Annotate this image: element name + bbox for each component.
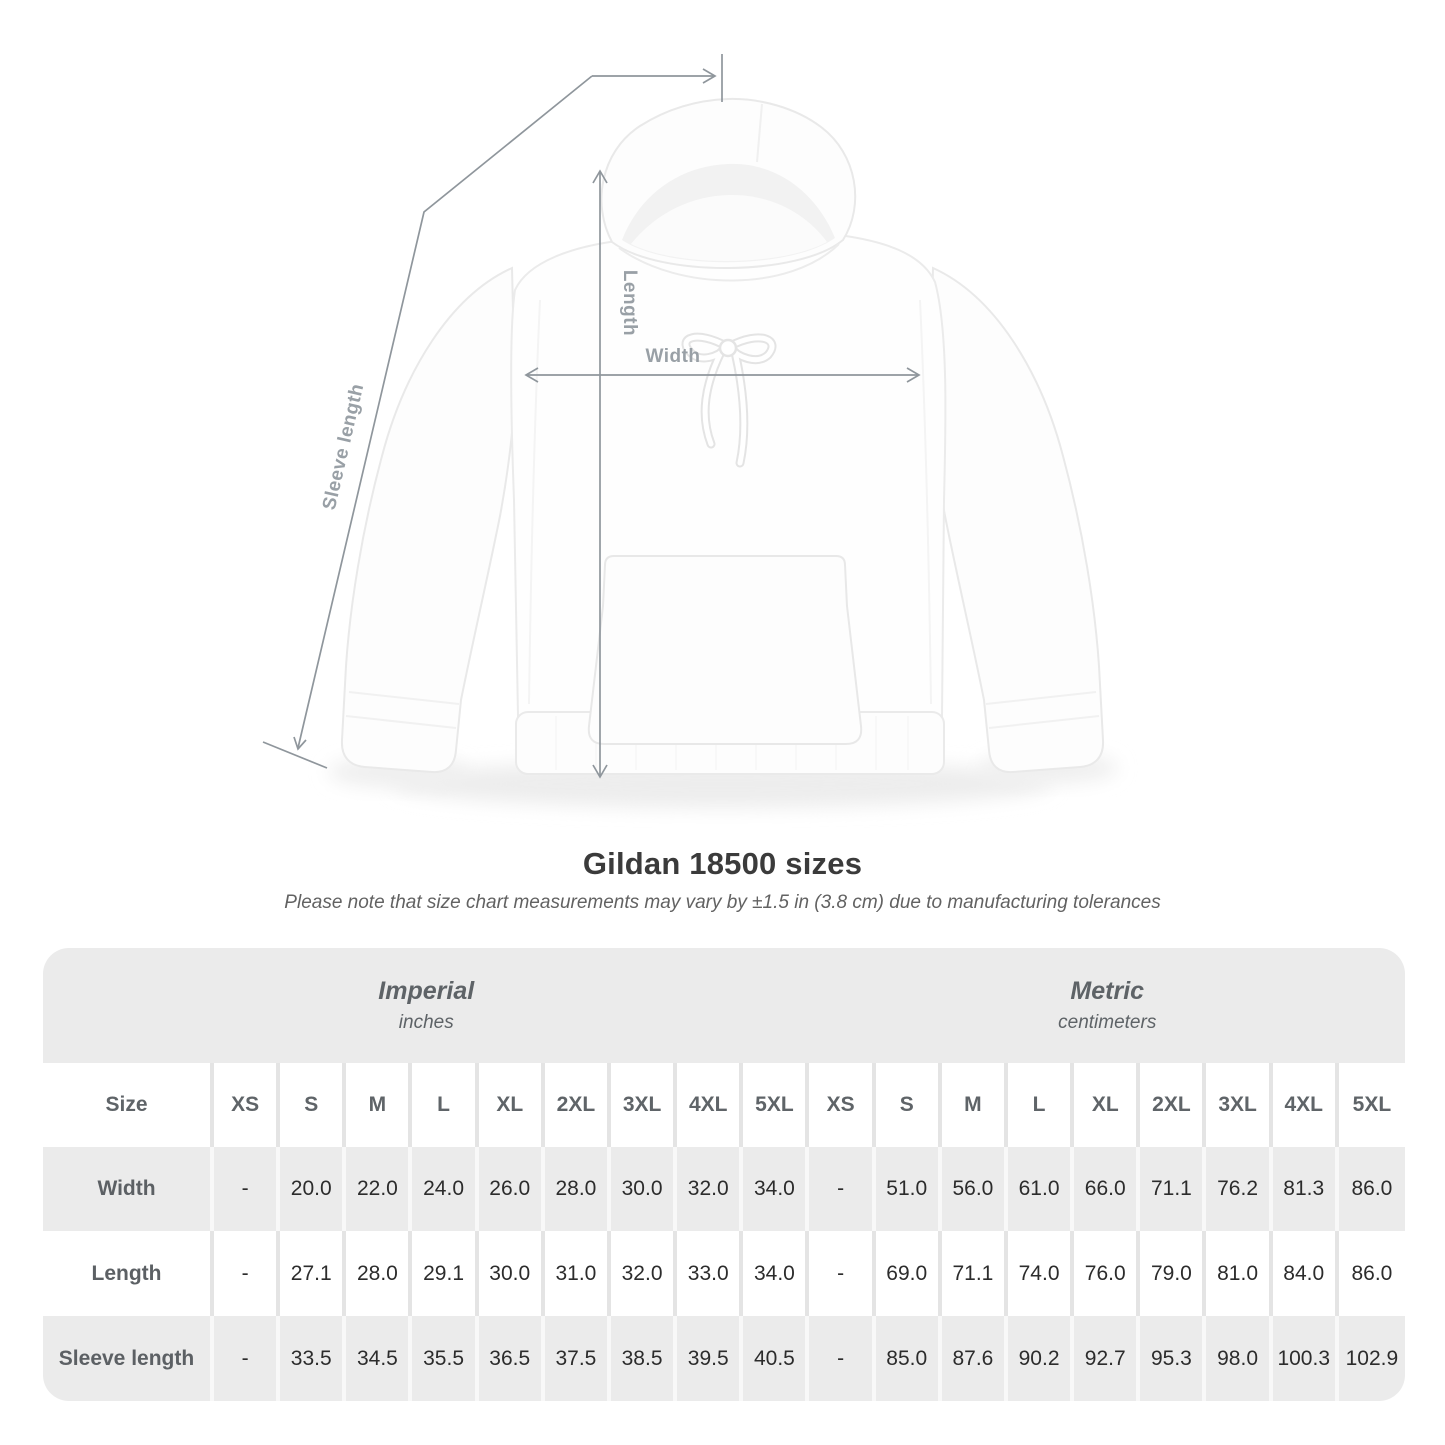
value-cell: 56.0	[942, 1147, 1008, 1231]
value-cell: 31.0	[545, 1231, 611, 1316]
length-label: Length	[619, 269, 640, 337]
row-label-sleeve-length: Sleeve length	[43, 1316, 214, 1401]
value-cell: 36.5	[479, 1316, 545, 1401]
value-cell: 26.0	[479, 1147, 545, 1231]
size-header-cell: 4XL	[677, 1063, 743, 1147]
size-header-cell: L	[412, 1063, 478, 1147]
value-cell: 28.0	[346, 1231, 412, 1316]
heading	[0, 846, 1445, 914]
value-cell: 76.2	[1206, 1147, 1272, 1231]
value-cell: 30.0	[611, 1147, 677, 1231]
value-cell: 34.0	[743, 1231, 809, 1316]
imperial-unit: inches	[398, 1012, 454, 1033]
imperial-title: Imperial	[378, 977, 475, 1005]
value-cell: 81.0	[1206, 1231, 1272, 1316]
value-cell: 22.0	[346, 1147, 412, 1231]
value-cell: 102.9	[1339, 1316, 1405, 1401]
hoodie-hood	[601, 99, 855, 281]
size-header-cell: XS	[214, 1063, 280, 1147]
value-cell: 24.0	[412, 1147, 478, 1231]
value-cell: 20.0	[280, 1147, 346, 1231]
value-cell: -	[809, 1231, 875, 1316]
metric-title: Metric	[1070, 977, 1145, 1005]
value-cell: 71.1	[942, 1231, 1008, 1316]
value-cell: 30.0	[479, 1231, 545, 1316]
size-column-header: Size	[43, 1063, 214, 1147]
value-cell: -	[214, 1316, 280, 1401]
size-header-cell: XL	[1074, 1063, 1140, 1147]
value-cell: 33.0	[677, 1231, 743, 1316]
metric-section-header	[809, 948, 1405, 1063]
metric-unit: centimeters	[1058, 1012, 1157, 1033]
value-cell: 98.0	[1206, 1316, 1272, 1401]
row-label-width: Width	[43, 1147, 214, 1231]
value-cell: 92.7	[1074, 1316, 1140, 1401]
tolerance-note: Please note that size chart measurements may vary by ±1.5 in (3.8 cm) due to manufacturing tolerances	[284, 892, 1161, 913]
value-cell: 32.0	[677, 1147, 743, 1231]
size-header-cell: 4XL	[1273, 1063, 1339, 1147]
size-header-cell: 2XL	[545, 1063, 611, 1147]
value-cell: -	[809, 1316, 875, 1401]
size-header-cell: XS	[809, 1063, 875, 1147]
value-cell: -	[214, 1147, 280, 1231]
value-cell: 27.1	[280, 1231, 346, 1316]
value-cell: 86.0	[1339, 1231, 1405, 1316]
value-cell: 66.0	[1074, 1147, 1140, 1231]
size-header-cell: S	[876, 1063, 942, 1147]
width-label: Width	[645, 346, 701, 367]
value-cell: 100.3	[1273, 1316, 1339, 1401]
size-header-cell: XL	[479, 1063, 545, 1147]
value-cell: 34.5	[346, 1316, 412, 1401]
value-cell: 79.0	[1140, 1231, 1206, 1316]
value-cell: 90.2	[1008, 1316, 1074, 1401]
value-cell: 61.0	[1008, 1147, 1074, 1231]
value-cell: 37.5	[545, 1316, 611, 1401]
value-cell: 39.5	[677, 1316, 743, 1401]
size-table	[43, 948, 1405, 1401]
size-header-cell: 5XL	[743, 1063, 809, 1147]
value-cell: 71.1	[1140, 1147, 1206, 1231]
value-cell: 86.0	[1339, 1147, 1405, 1231]
size-header-cell: 2XL	[1140, 1063, 1206, 1147]
page-title: Gildan 18500 sizes	[582, 846, 863, 881]
size-header-cell: L	[1008, 1063, 1074, 1147]
value-cell: -	[214, 1231, 280, 1316]
value-cell: 29.1	[412, 1231, 478, 1316]
value-cell: 40.5	[743, 1316, 809, 1401]
value-cell: 34.0	[743, 1147, 809, 1231]
value-cell: -	[809, 1147, 875, 1231]
imperial-section-header	[43, 948, 809, 1063]
value-cell: 87.6	[942, 1316, 1008, 1401]
value-cell: 32.0	[611, 1231, 677, 1316]
value-cell: 81.3	[1273, 1147, 1339, 1231]
size-header-cell: 5XL	[1339, 1063, 1405, 1147]
value-cell: 95.3	[1140, 1316, 1206, 1401]
value-cell: 69.0	[876, 1231, 942, 1316]
value-cell: 35.5	[412, 1316, 478, 1401]
value-cell: 33.5	[280, 1316, 346, 1401]
value-cell: 84.0	[1273, 1231, 1339, 1316]
row-label-length: Length	[43, 1231, 214, 1316]
value-cell: 38.5	[611, 1316, 677, 1401]
size-header-cell: 3XL	[611, 1063, 677, 1147]
value-cell: 28.0	[545, 1147, 611, 1231]
size-header-cell: S	[280, 1063, 346, 1147]
value-cell: 76.0	[1074, 1231, 1140, 1316]
value-cell: 85.0	[876, 1316, 942, 1401]
hoodie-pocket	[589, 556, 861, 744]
value-cell: 74.0	[1008, 1231, 1074, 1316]
value-cell: 51.0	[876, 1147, 942, 1231]
size-header-cell: M	[346, 1063, 412, 1147]
size-header-cell: 3XL	[1206, 1063, 1272, 1147]
sleeve-length-label: Sleeve length	[318, 381, 369, 512]
size-header-cell: M	[942, 1063, 1008, 1147]
